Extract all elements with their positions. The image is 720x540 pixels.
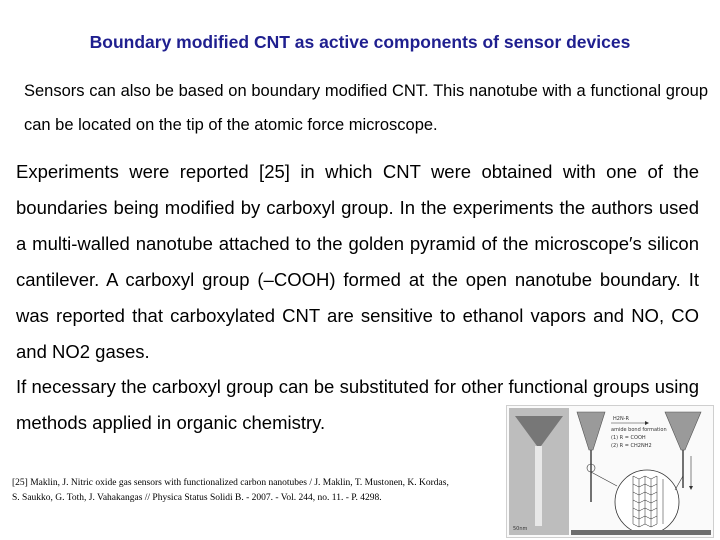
substitution-paragraph: If necessary the carboxyl group can be substituted for other functional groups using methods applied in organic chemistry. [16, 376, 699, 433]
slide-title: Boundary modified CNT as active components of sensor devices [89, 32, 631, 52]
intro-paragraph: Sensors can also be based on boundary modified CNT. This nanotube with a functional group can be located on the tip of the atomic force microscope. [24, 82, 708, 134]
scale-label: 50nm [513, 526, 528, 532]
reaction-reagent: H2N-R [613, 416, 629, 422]
cantilever-pyramid-left [577, 412, 605, 450]
lattice-magnifier [615, 470, 679, 534]
force-arrowhead [689, 486, 693, 490]
reaction-arrowhead [645, 421, 649, 425]
reaction-label-2: (1) R = COOH [611, 435, 646, 441]
magnifier-link-left [591, 472, 617, 486]
reference-footnote: [25] Maklin, J. Nitric oxide gas sensors with functionalized carbon nanotubes / J. Maklin, T. Mustonen, K. Kordas, S. Saukko, G. Toth, J. Vahakangas // Physica Status Solidi B. - 2007. - Vol. 244, no. 11. - P. 4298. [12, 478, 449, 503]
sample-surface [571, 530, 711, 535]
reaction-label-1: amide bond formation [611, 427, 667, 433]
cantilever-pyramid-right [665, 412, 701, 450]
experiment-paragraph: Experiments were reported [25] in which CNT were obtained with one of the boundaries being modified by carboxyl group. In the experiments the authors used a multi-walled nanotube attached to the golden pyramid of the microscope′s silicon cantilever. A carboxyl group (–COOH) formed at the open nanotube boundary. It was reported that carboxylated CNT are sensitive to ethanol vapors and NO, CO and NO2 gases. [16, 161, 699, 362]
magnifier-link-right [675, 476, 683, 490]
afm-tip-illustration [506, 405, 714, 538]
sem-nanotube [535, 446, 542, 526]
afm-figure-graphic [507, 406, 713, 537]
reaction-label-3: (2) R = CH2NH2 [611, 443, 652, 449]
